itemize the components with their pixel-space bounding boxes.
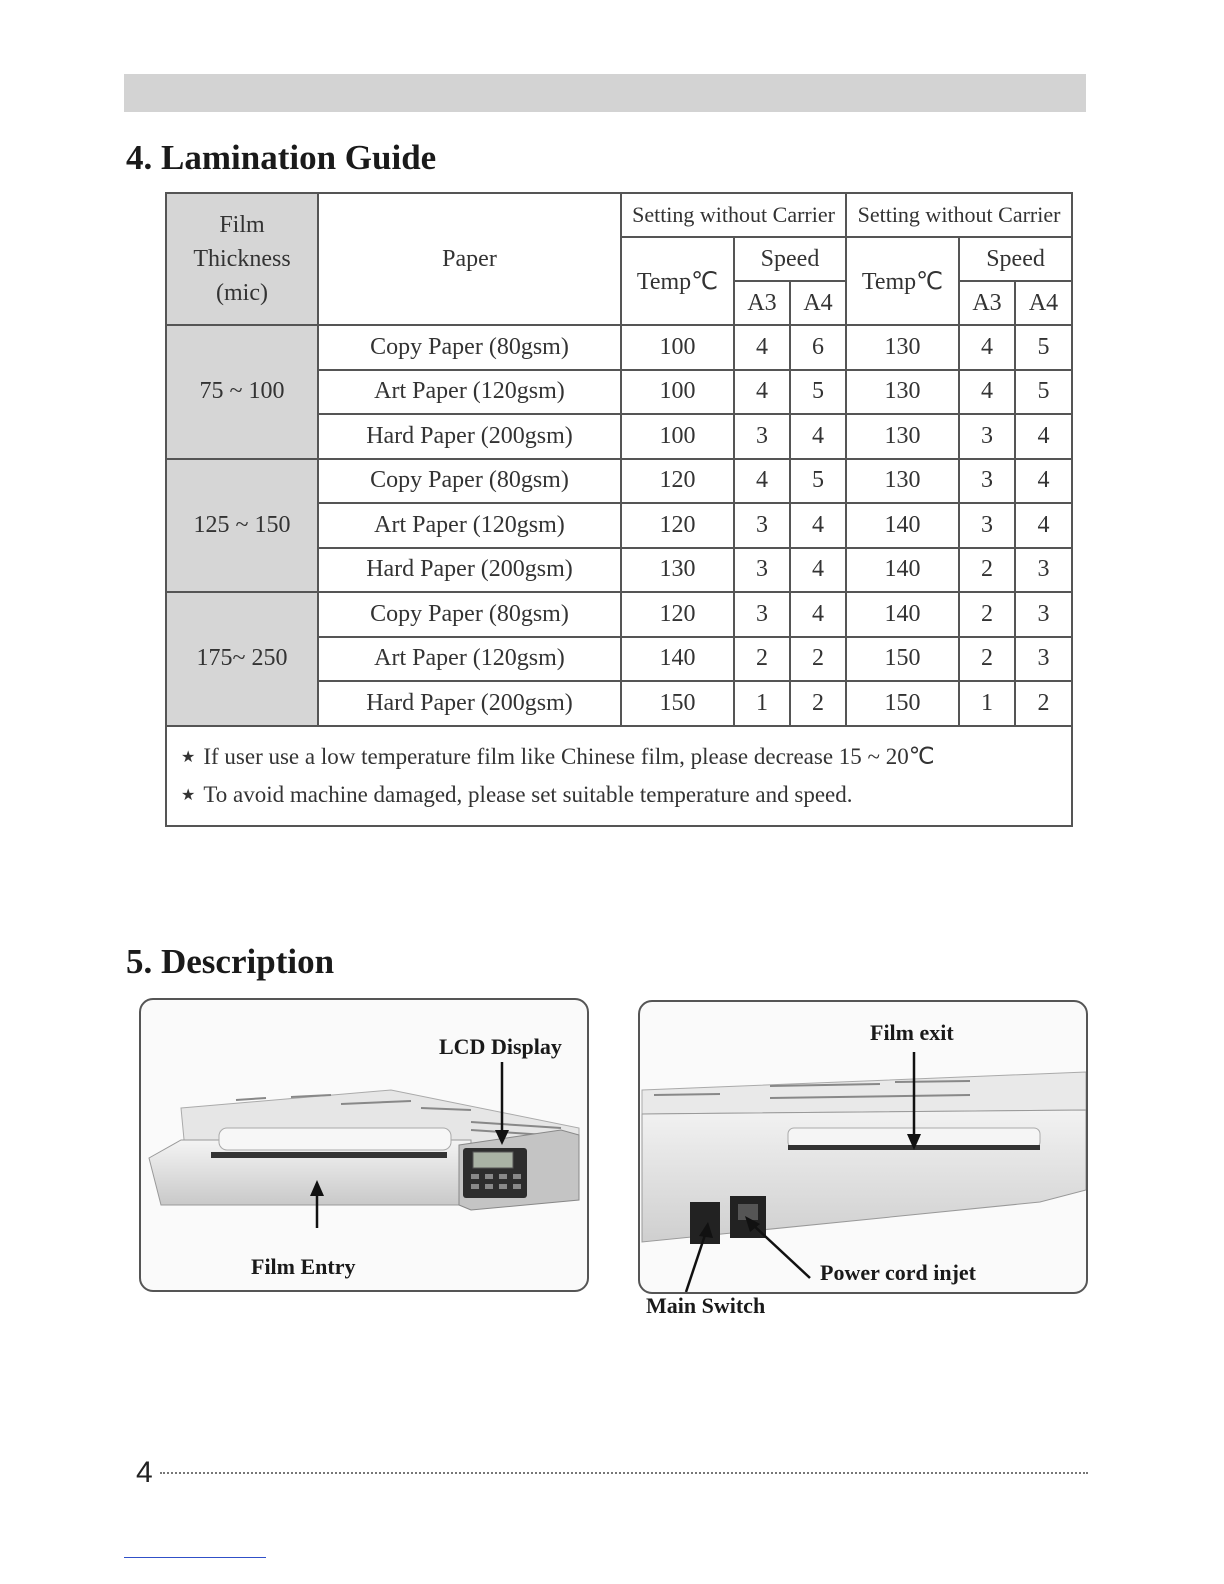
- speed-cell: 4: [790, 592, 846, 637]
- film-thickness-header: Film Thickness (mic): [166, 193, 318, 325]
- speed-cell: 4: [1015, 414, 1072, 459]
- temp-cell: 100: [621, 414, 734, 459]
- table-row: [166, 325, 1072, 370]
- speed-cell: 3: [734, 592, 790, 637]
- speed-cell: 4: [1015, 459, 1072, 504]
- note-item: ★ To avoid machine damaged, please set suitable temperature and speed.: [181, 781, 853, 807]
- footer-link-underline: [124, 1557, 266, 1558]
- thickness-cell: 75 ~ 100: [166, 325, 318, 459]
- temp-cell: 130: [846, 459, 959, 504]
- paper-cell: Hard Paper (200gsm): [318, 414, 621, 459]
- speed-cell: 2: [959, 637, 1015, 682]
- lcd-display-label: LCD Display: [439, 1034, 562, 1059]
- page-number: 4: [136, 1456, 153, 1489]
- temp-cell: 120: [621, 459, 734, 504]
- speed-cell: 2: [790, 681, 846, 726]
- temp-cell: 120: [621, 592, 734, 637]
- thickness-cell: 125 ~ 150: [166, 459, 318, 593]
- thickness-cell: 175~ 250: [166, 592, 318, 726]
- speed-header-1: Speed: [734, 237, 846, 281]
- section-title-description: 5. Description: [126, 942, 335, 981]
- paper-cell: Copy Paper (80gsm): [318, 459, 621, 504]
- temp-cell: 100: [621, 325, 734, 370]
- speed-cell: 2: [790, 637, 846, 682]
- temp-cell: 130: [846, 370, 959, 415]
- speed-cell: 3: [734, 548, 790, 593]
- speed-cell: 3: [1015, 637, 1072, 682]
- a3-header-1: A3: [734, 281, 790, 325]
- temp-cell: 150: [621, 681, 734, 726]
- temp-cell: 130: [621, 548, 734, 593]
- a3-header-2: A3: [959, 281, 1015, 325]
- paper-header: Paper: [318, 193, 621, 325]
- speed-cell: 2: [959, 548, 1015, 593]
- speed-cell: 3: [959, 414, 1015, 459]
- table-row: [166, 592, 1072, 637]
- paper-cell: Copy Paper (80gsm): [318, 592, 621, 637]
- setting-group-2-header: Setting without Carrier: [846, 193, 1072, 237]
- temp-header-1: Temp℃: [621, 237, 734, 325]
- table-row: [166, 459, 1072, 504]
- speed-cell: 4: [959, 325, 1015, 370]
- speed-cell: 3: [1015, 592, 1072, 637]
- power-pointer-arrow: [752, 1224, 810, 1278]
- a4-header-1: A4: [790, 281, 846, 325]
- paper-cell: Hard Paper (200gsm): [318, 681, 621, 726]
- temp-cell: 140: [621, 637, 734, 682]
- header-band: [124, 74, 1086, 112]
- speed-header-2: Speed: [959, 237, 1072, 281]
- temp-cell: 140: [846, 503, 959, 548]
- speed-cell: 4: [734, 370, 790, 415]
- temp-cell: 120: [621, 503, 734, 548]
- notes-cell: [166, 726, 1072, 826]
- temp-cell: 140: [846, 548, 959, 593]
- temp-cell: 150: [846, 681, 959, 726]
- speed-cell: 5: [1015, 370, 1072, 415]
- main-switch-label: Main Switch: [646, 1293, 766, 1318]
- front-view-panel: [139, 998, 589, 1292]
- speed-cell: 4: [959, 370, 1015, 415]
- temp-cell: 140: [846, 592, 959, 637]
- speed-cell: 1: [734, 681, 790, 726]
- setting-group-1-header: Setting without Carrier: [621, 193, 846, 237]
- laminator-back-illustration: [640, 1002, 1086, 1292]
- speed-cell: 5: [790, 459, 846, 504]
- speed-cell: 2: [959, 592, 1015, 637]
- speed-cell: 3: [734, 503, 790, 548]
- paper-cell: Hard Paper (200gsm): [318, 548, 621, 593]
- star-icon: ★: [181, 748, 196, 766]
- speed-cell: 6: [790, 325, 846, 370]
- temp-cell: 150: [846, 637, 959, 682]
- paper-cell: Copy Paper (80gsm): [318, 325, 621, 370]
- speed-cell: 5: [790, 370, 846, 415]
- power-cord-label: Power cord injet: [820, 1260, 976, 1285]
- speed-cell: 2: [734, 637, 790, 682]
- speed-cell: 5: [1015, 325, 1072, 370]
- speed-cell: 3: [959, 503, 1015, 548]
- temp-cell: 130: [846, 325, 959, 370]
- footer-dotted-rule: [160, 1472, 1088, 1474]
- note-item: ★ If user use a low temperature film like Chinese film, please decrease 15 ~ 20℃: [181, 743, 935, 769]
- speed-cell: 4: [790, 503, 846, 548]
- paper-cell: Art Paper (120gsm): [318, 503, 621, 548]
- film-exit-label: Film exit: [870, 1020, 954, 1045]
- speed-cell: 3: [734, 414, 790, 459]
- temp-header-2: Temp℃: [846, 237, 959, 325]
- speed-cell: 3: [1015, 548, 1072, 593]
- speed-cell: 4: [1015, 503, 1072, 548]
- paper-cell: Art Paper (120gsm): [318, 637, 621, 682]
- paper-cell: Art Paper (120gsm): [318, 370, 621, 415]
- star-icon: ★: [181, 786, 196, 804]
- speed-cell: 3: [959, 459, 1015, 504]
- back-view-panel: [638, 1000, 1088, 1294]
- section-title-lamination-guide: 4. Lamination Guide: [126, 138, 437, 177]
- speed-cell: 4: [790, 414, 846, 459]
- speed-cell: 1: [959, 681, 1015, 726]
- temp-cell: 130: [846, 414, 959, 459]
- lamination-table: [165, 192, 1073, 827]
- speed-cell: 4: [734, 325, 790, 370]
- speed-cell: 2: [1015, 681, 1072, 726]
- temp-cell: 100: [621, 370, 734, 415]
- speed-cell: 4: [734, 459, 790, 504]
- speed-cell: 4: [790, 548, 846, 593]
- a4-header-2: A4: [1015, 281, 1072, 325]
- film-entry-label: Film Entry: [251, 1254, 356, 1279]
